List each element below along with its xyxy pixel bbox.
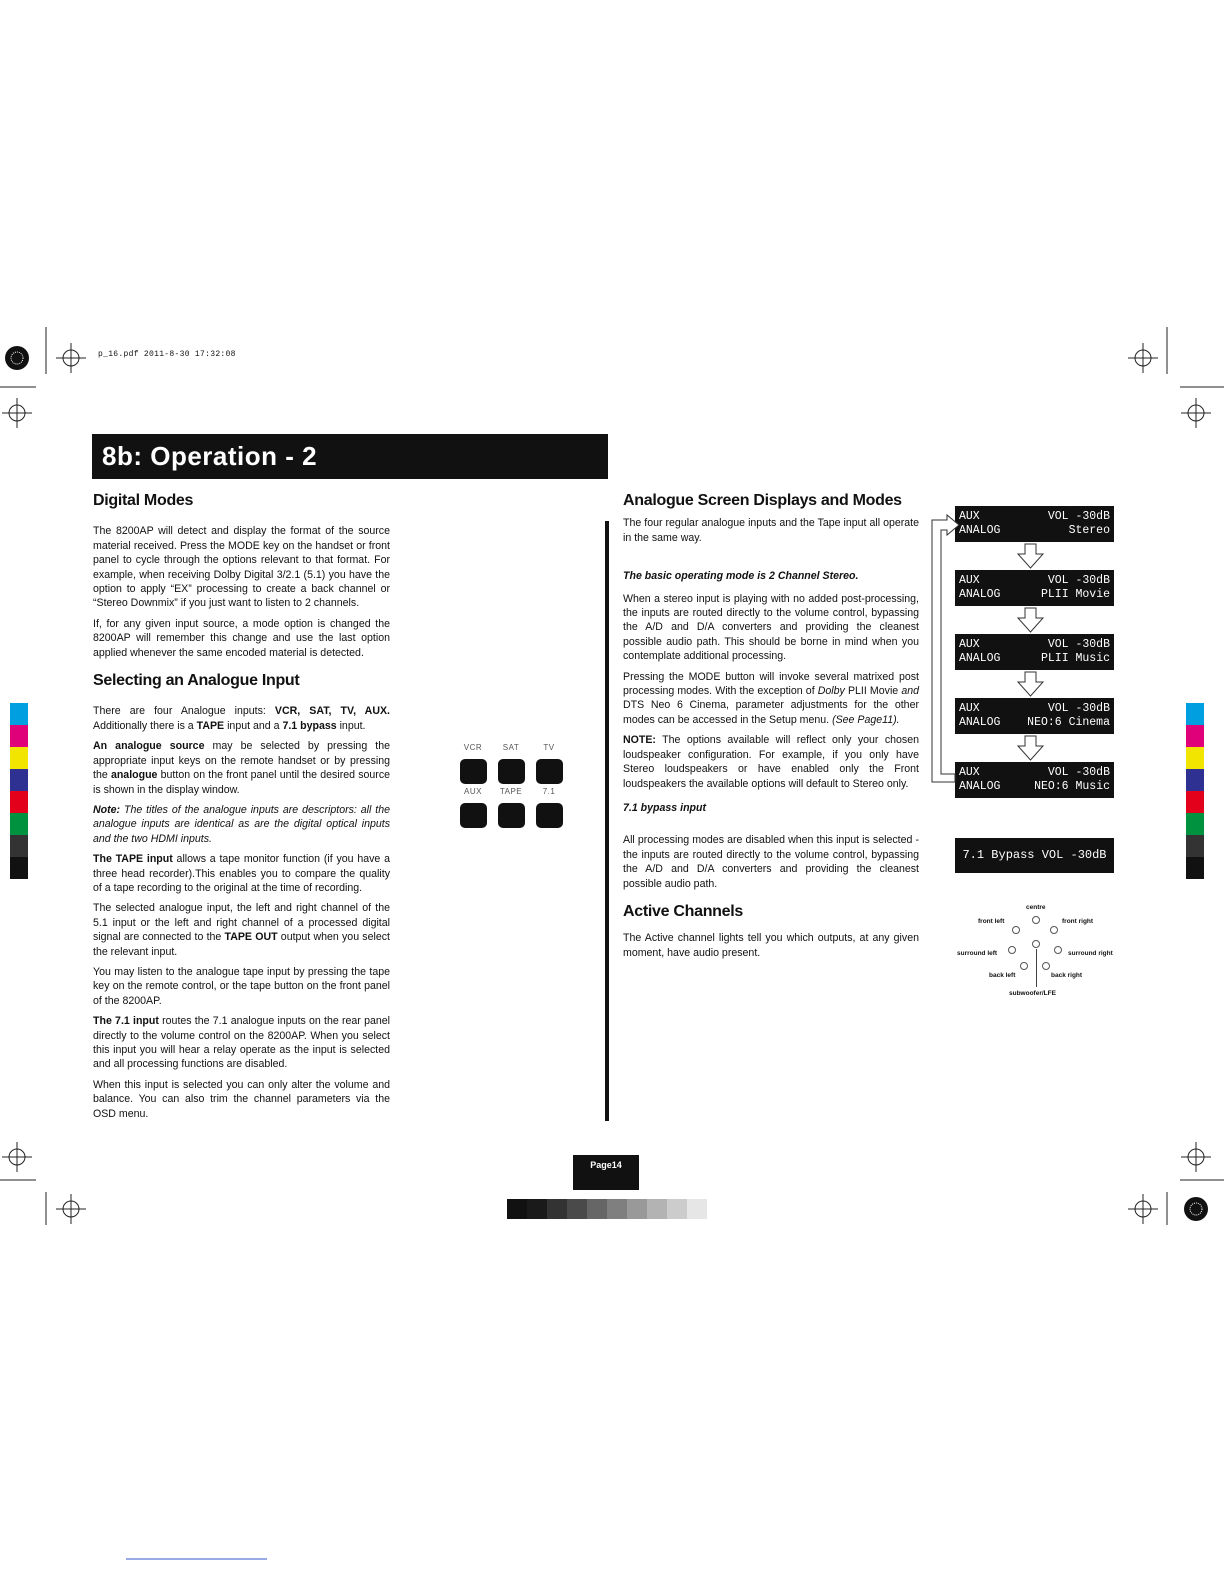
centre-light bbox=[1032, 916, 1040, 924]
sat-key[interactable] bbox=[498, 759, 525, 784]
tv-key[interactable] bbox=[536, 759, 563, 784]
section-title-bar bbox=[92, 434, 608, 479]
color-swatch bbox=[10, 769, 28, 791]
column-divider bbox=[605, 521, 609, 1121]
color-swatch bbox=[1186, 857, 1204, 879]
lcd-volume: VOL -30dB bbox=[1047, 638, 1110, 651]
page-ref: (See Page11). bbox=[832, 713, 900, 726]
gray-swatch bbox=[567, 1199, 587, 1219]
note-paragraph bbox=[623, 733, 919, 791]
color-swatch bbox=[1186, 703, 1204, 725]
color-swatch bbox=[10, 813, 28, 835]
digital-modes-p2: If, for any given input source, a mode option is changed the 8200AP will remember this change and use the last option applied whenever the same encoded material is detected. bbox=[93, 617, 390, 659]
return-loop-arrow-icon bbox=[932, 515, 959, 782]
lcd-volume: VOL -30dB bbox=[1047, 766, 1110, 779]
tape-paragraph bbox=[93, 852, 390, 895]
down-arrow-icon bbox=[1018, 672, 1043, 696]
lcd-source: AUX bbox=[959, 510, 980, 523]
bypass-subheading: 7.1 bypass input bbox=[623, 801, 707, 814]
lcd-source: AUX bbox=[959, 766, 980, 779]
gray-ramp bbox=[507, 1199, 707, 1219]
text-bold: An analogue source bbox=[93, 740, 205, 753]
lcd-input-type: ANALOG bbox=[959, 716, 1001, 729]
gray-swatch bbox=[527, 1199, 547, 1219]
gray-swatch bbox=[687, 1199, 707, 1219]
color-swatch bbox=[10, 725, 28, 747]
color-swatch bbox=[1186, 769, 1204, 791]
text: There are four Analogue inputs: bbox=[93, 705, 275, 718]
text-bold: The TAPE input bbox=[93, 853, 173, 866]
label-front-right: front right bbox=[1062, 918, 1094, 925]
active-channels-heading: Active Channels bbox=[623, 902, 743, 920]
text: Pressing the MODE button will invoke several matrixed post processing modes. With the exception of bbox=[623, 670, 919, 698]
label-back-left: back left bbox=[989, 972, 1016, 979]
digital-modes-heading: Digital Modes bbox=[93, 492, 194, 509]
down-arrow-icon bbox=[1018, 608, 1043, 632]
surround-left-light bbox=[1008, 946, 1016, 954]
label-surround-right: surround right bbox=[1068, 950, 1113, 957]
vcr-key[interactable] bbox=[460, 759, 487, 784]
key-label-sat: SAT bbox=[502, 743, 520, 752]
stereo-paragraph: When a stereo input is playing with no added post-processing, the inputs are routed directly to the volume control, bypassing the A/D and D/A converters and providing the cleanest possible audio path. This should be borne in mind when you contemplate additional processing. bbox=[623, 592, 919, 663]
mode-paragraph bbox=[623, 670, 919, 728]
color-swatch bbox=[10, 791, 28, 813]
color-swatch bbox=[1186, 813, 1204, 835]
color-swatch bbox=[10, 703, 28, 725]
color-swatch bbox=[1186, 791, 1204, 813]
selecting-input-heading: Selecting an Analogue Input bbox=[93, 672, 300, 690]
note-label: NOTE: bbox=[623, 734, 656, 747]
color-swatch bbox=[1186, 835, 1204, 857]
lcd-volume: VOL -30dB bbox=[1047, 702, 1110, 715]
label-front-left: front left bbox=[978, 918, 1005, 925]
color-bar-right bbox=[1186, 703, 1204, 879]
gray-swatch bbox=[627, 1199, 647, 1219]
gray-swatch bbox=[587, 1199, 607, 1219]
note-label: Note: bbox=[93, 803, 121, 816]
analogue-modes-p1: The four regular analogue inputs and the Tape input all operate in the same way. bbox=[623, 517, 919, 544]
key-label-aux: AUX bbox=[464, 787, 482, 796]
active-channels-diagram bbox=[952, 902, 1127, 1002]
lcd-input-type: ANALOG bbox=[959, 780, 1001, 793]
text-bold: The 7.1 input bbox=[93, 1015, 159, 1028]
right-column bbox=[623, 494, 919, 966]
text: output when you select the relevant input. bbox=[93, 931, 390, 958]
remote-keys-illustration bbox=[456, 742, 568, 832]
page-number-tab: Page14 bbox=[573, 1155, 639, 1190]
tape-key[interactable] bbox=[498, 803, 525, 828]
key-label-vcr: VCR bbox=[463, 743, 483, 752]
label-back-right: back right bbox=[1051, 972, 1083, 979]
text: The titles of the analogue inputs are descriptors: all the analogue inputs are identical as are the digital optical inputs and the two HDMI inputs. bbox=[93, 803, 390, 845]
text: routes the 7.1 analogue inputs on the rear panel directly to the volume control on the 8200AP. When you select this input you will hear a relay operate as the input is selected and all processing functions are disabled. bbox=[93, 1015, 390, 1071]
text: may be selected by pressing the appropriate input keys on the remote handset or by pressing the bbox=[93, 740, 390, 782]
left-column bbox=[93, 494, 390, 1127]
digital-modes-p1: The 8200AP will detect and display the format of the source material received. Press the MODE key on the handset or front panel to cycle through the options relevant to that format. For example, when receiving Dolby Digital 3/2.1 (5.1) you have the option to apply “EX” processing to create a back channel or “Stereo Downmix” if you just want to listen to 2 channels. bbox=[93, 525, 390, 610]
color-bar-left bbox=[10, 703, 28, 879]
gray-swatch bbox=[647, 1199, 667, 1219]
key-label-71: 7.1 bbox=[542, 787, 556, 796]
lcd-volume: VOL -30dB bbox=[1047, 574, 1110, 587]
text: Additionally there is a bbox=[93, 719, 197, 732]
lcd-source: AUX bbox=[959, 702, 980, 715]
back-left-light bbox=[1020, 962, 1028, 970]
lcd-source: AUX bbox=[959, 574, 980, 587]
note-paragraph bbox=[93, 803, 390, 846]
text: The selected analogue input, the left and right channel of the 5.1 input or the left and right channel of a processed digital signal are connected to the bbox=[93, 902, 390, 944]
aux-key[interactable] bbox=[460, 803, 487, 828]
lcd-input-type: ANALOG bbox=[959, 652, 1001, 665]
label-subwoofer: subwoofer/LFE bbox=[1009, 990, 1056, 997]
color-swatch bbox=[10, 857, 28, 879]
gray-swatch bbox=[667, 1199, 687, 1219]
seven-one-volume-paragraph: When this input is selected you can only alter the volume and balance. You can also trim the channel parameters via the OSD menu. bbox=[93, 1078, 390, 1120]
text: PLII Movie bbox=[844, 685, 902, 698]
stereo-subheading: The basic operating mode is 2 Channel Stereo. bbox=[623, 570, 859, 583]
seven-one-paragraph bbox=[93, 1014, 390, 1072]
select-source-paragraph bbox=[93, 739, 390, 797]
section-title: 8b: Operation - 2 bbox=[102, 441, 318, 471]
label-surround-left: surround left bbox=[957, 950, 998, 957]
text: The options available will reflect only your chosen loudspeaker configuration. For example, if you only have Stereo loudspeakers or have enabled only the Front loudspeakers the available options will default to Stereo only. bbox=[623, 734, 919, 790]
diagram-stem bbox=[1036, 949, 1037, 987]
text: DTS Neo 6 Cinema, parameter adjustments for the other modes can be accessed in the Setup menu. bbox=[623, 699, 919, 726]
front-right-light bbox=[1050, 926, 1058, 934]
lcd-mode: Stereo bbox=[1068, 524, 1110, 537]
key-label-tape: TAPE bbox=[499, 787, 523, 796]
tape-out-paragraph bbox=[93, 901, 390, 959]
bypass-paragraph: All processing modes are disabled when this input is selected - the inputs are routed directly to the volume control, bypassing the A/D and D/A converters and providing the cleanest possible audio path. bbox=[623, 834, 919, 890]
lcd-input-type: ANALOG bbox=[959, 588, 1001, 601]
lcd-mode: NEO:6 Cinema bbox=[1027, 716, 1110, 729]
text-bold: TAPE OUT bbox=[224, 931, 278, 944]
text: input and a bbox=[224, 719, 283, 732]
back-right-light bbox=[1042, 962, 1050, 970]
gray-swatch bbox=[607, 1199, 627, 1219]
color-swatch bbox=[10, 835, 28, 857]
text-bold: analogue bbox=[110, 769, 158, 782]
gray-swatch bbox=[507, 1199, 527, 1219]
front-left-light bbox=[1012, 926, 1020, 934]
inputs-intro bbox=[93, 704, 390, 733]
tape-listen-paragraph: You may listen to the analogue tape input by pressing the tape key on the remote control, or the tape button on the front panel of the 8200AP. bbox=[93, 965, 390, 1007]
label-centre: centre bbox=[1026, 904, 1046, 911]
lcd-source: AUX bbox=[959, 638, 980, 651]
analogue-modes-heading: Analogue Screen Displays and Modes bbox=[623, 492, 902, 509]
text: input. bbox=[336, 719, 366, 732]
mode-cycle-arrows bbox=[925, 500, 1055, 800]
color-swatch bbox=[1186, 725, 1204, 747]
text-bold: VCR, SAT, TV, AUX. bbox=[274, 705, 390, 718]
text-bold: 7.1 bypass bbox=[282, 719, 337, 732]
lcd-mode: NEO:6 Music bbox=[1034, 780, 1110, 793]
text: allows a tape monitor function (if you have a three head recorder).This enables you to compare the quality of a tape recording to the original at the time of recording. bbox=[93, 853, 390, 894]
down-arrow-icon bbox=[1018, 736, 1043, 760]
down-arrow-icon bbox=[1018, 544, 1043, 568]
color-swatch bbox=[10, 747, 28, 769]
surround-right-light bbox=[1054, 946, 1062, 954]
lcd-mode: PLII Movie bbox=[1040, 588, 1110, 601]
subwoofer-light bbox=[1032, 940, 1040, 948]
seven-one-key[interactable] bbox=[536, 803, 563, 828]
color-swatch bbox=[1186, 747, 1204, 769]
text-italic: Dolby bbox=[817, 685, 845, 698]
active-channels-paragraph: The Active channel lights tell you which outputs, at any given moment, have audio present. bbox=[623, 932, 919, 959]
lcd-input-type: ANALOG bbox=[959, 524, 1001, 537]
file-slug: p_16.pdf 2011-8-30 17:32:08 bbox=[98, 350, 236, 359]
bypass-lcd-display: 7.1 Bypass VOL -30dB bbox=[955, 838, 1114, 873]
gray-swatch bbox=[547, 1199, 567, 1219]
key-label-tv: TV bbox=[543, 743, 555, 752]
text-bold: TAPE bbox=[196, 719, 225, 732]
text-italic: and bbox=[901, 685, 919, 698]
text: button on the front panel until the desired source is shown in the display window. bbox=[93, 769, 391, 796]
lcd-volume: VOL -30dB bbox=[1047, 510, 1110, 523]
lcd-mode: PLII Music bbox=[1040, 652, 1110, 665]
